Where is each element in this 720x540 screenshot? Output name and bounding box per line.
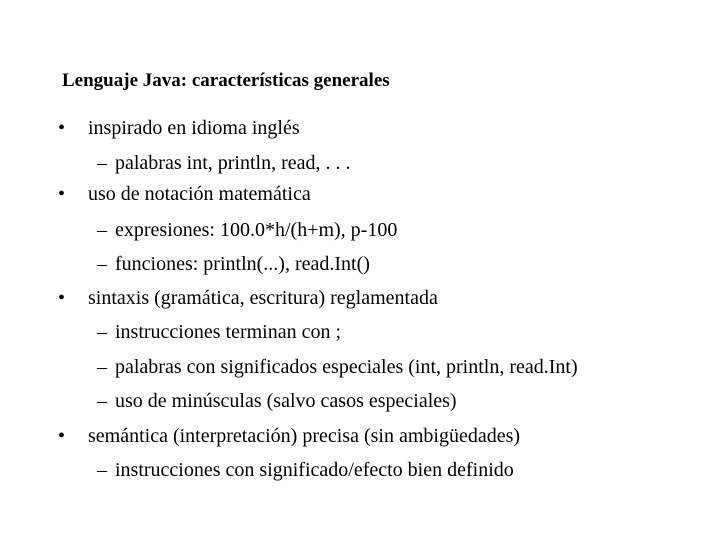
dash-marker: – [97,321,107,343]
bullet-text: inspirado en idioma inglés [88,117,300,139]
dash-marker: – [97,219,107,241]
dash-marker: – [97,152,107,174]
bullet-marker: • [58,425,66,447]
dash-marker: – [97,459,107,481]
sub-bullet-item [97,458,514,482]
slide-title: Lenguaje Java: características generales [62,70,390,91]
sub-bullet-text: uso de minúsculas (salvo casos especiales) [115,390,457,412]
bullet-text: uso de notación matemática [88,183,311,205]
sub-bullet-text: instrucciones terminan con ; [115,321,342,343]
sub-bullet-item [97,218,397,242]
sub-bullet-text: funciones: println(...), read.Int() [115,253,370,275]
dash-marker: – [97,356,107,378]
bullet-text: sintaxis (gramática, escritura) reglamentada [88,287,438,309]
bullet-item [58,182,311,206]
sub-bullet-item [97,320,341,344]
sub-bullet-text: palabras int, println, read, . . . [115,152,351,174]
sub-bullet-item [97,252,370,276]
bullet-marker: • [58,183,66,205]
bullet-marker: • [58,287,66,309]
bullet-item [58,116,300,140]
sub-bullet-text: expresiones: 100.0*h/(h+m), p-100 [115,219,398,241]
sub-bullet-text: palabras con significados especiales (int, println, read.Int) [115,356,578,378]
bullet-item [58,286,438,310]
sub-bullet-item [97,389,457,413]
sub-bullet-item [97,355,578,379]
bullet-text: semántica (interpretación) precisa (sin ambigüedades) [88,425,521,447]
sub-bullet-item [97,151,351,175]
dash-marker: – [97,253,107,275]
bullet-marker: • [58,117,66,139]
dash-marker: – [97,390,107,412]
bullet-item [58,424,520,448]
sub-bullet-text: instrucciones con significado/efecto bien definido [115,459,514,481]
